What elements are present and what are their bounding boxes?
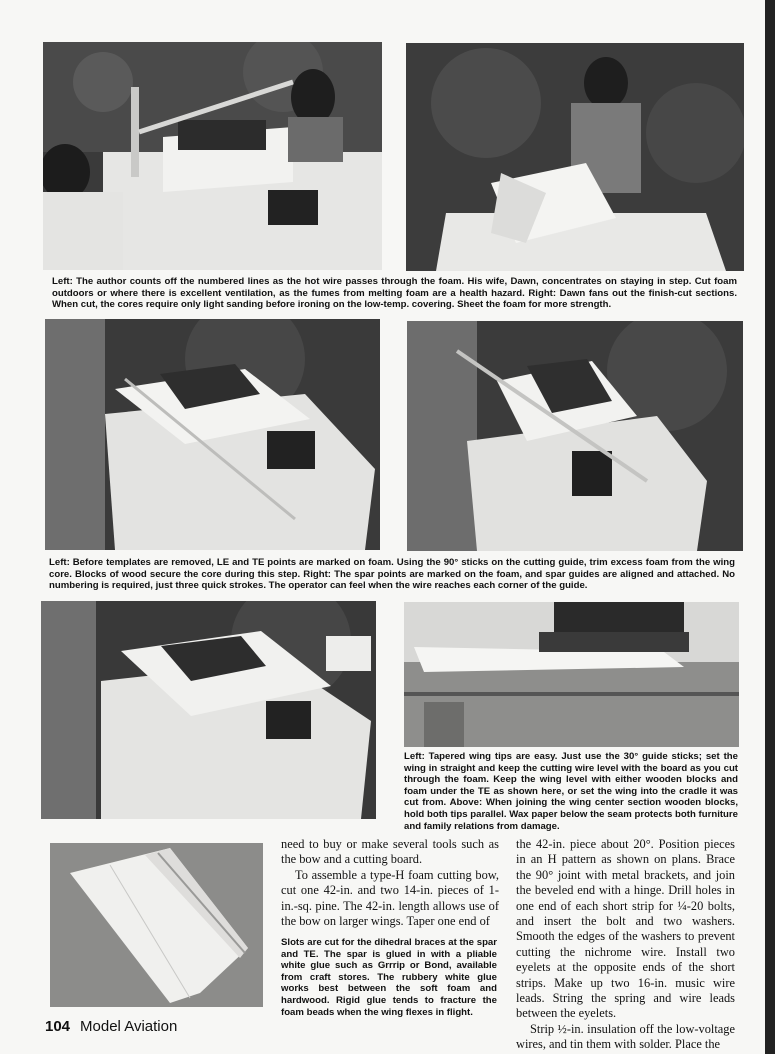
caption-middle: Left: Before templates are removed, LE and TE points are marked on foam. Using the 90° sticks on the cutting guide, trim excess foam from the wing core. Blocks of wood secure the core during this step. Right: The spar points are marked on the foam, and spar guides are aligned and attached. No numbering is required, just three quick strokes. The operator can feel when the wire reaches each corner of the guide. <box>49 557 735 592</box>
folio <box>45 1018 177 1035</box>
photo-dihedral-slots <box>50 843 263 1007</box>
photo-spar-guides <box>407 321 743 551</box>
caption-bottom-mid: Slots are cut for the dihedral braces at the spar and TE. The spar is glued in with a pliable white glue such as Grrrip or Bond, available from craft stores. The rubbery white glue works best between the soft foam and hardwood. Rigid glue tends to fracture the foam beads when the wing flexes in flight. <box>281 937 497 1018</box>
photo-tapered-wing-tips <box>41 601 376 819</box>
article-col2-p2: Strip ½-in. insulation off the low-voltage wires, and tin them with solder. Place the <box>516 1021 735 1052</box>
article-col2-p1: the 42-in. piece about 20°. Position pieces in an H pattern as shown on plans. Brace the 90° joint with metal brackets, and join the beveled end with a hinge. Drill holes in one end of each short strip for ¼-20 bolts, and insert the bolt and two washers. Smooth the edges of the washers to prevent cutting the nichrome wire. Install two eyelets at the opposite ends of the short strips. Make up two 16-in. music wire leads. String the spring and wire leads between the eyelets. <box>516 837 735 1021</box>
magazine-name: Model Aviation <box>80 1018 178 1035</box>
article-column-2 <box>516 837 735 1053</box>
article-column-1 <box>281 837 499 929</box>
article-col1-p2: To assemble a type-H foam cutting bow, cut one 42-in. and two 14-in. pieces of 1-in.-sq. pine. The 42-in. length allows use of the bow on larger wings. Taper one end of <box>281 867 499 929</box>
caption-top: Left: The author counts off the numbered lines as the hot wire passes through the foam. His wife, Dawn, concentrates on staying in step. Cut foam outdoors or where there is excellent ventilation, as the fumes from melting foam are a health hazard. Right: Dawn fans out the finish-cut sections. When cut, the cores require only light sanding before ironing on the low-temp. covering. Sheet the foam for more strength. <box>52 276 737 311</box>
photo-trim-excess-foam <box>45 319 380 550</box>
page-number: 104 <box>45 1018 71 1035</box>
photo-dawn-fans-sections <box>406 43 744 271</box>
article-col1-p1: need to buy or make several tools such as the bow and a cutting board. <box>281 837 499 867</box>
page-edge <box>765 0 775 1054</box>
photo-joining-wing-center <box>404 602 739 747</box>
photo-author-cutting-foam <box>43 42 382 270</box>
caption-lower-right: Left: Tapered wing tips are easy. Just use the 30° guide sticks; set the wing in straight and keep the cutting wire level with the board as you cut through the foam. Keep the wing level with either wooden blocks and foam under the TE as shown here, or set the wing into the cradle it was cut from. Above: When joining the wing center section wooden blocks, hold both tips parallel. Wax paper below the seam protects both furniture and family relations from damage. <box>404 751 738 832</box>
